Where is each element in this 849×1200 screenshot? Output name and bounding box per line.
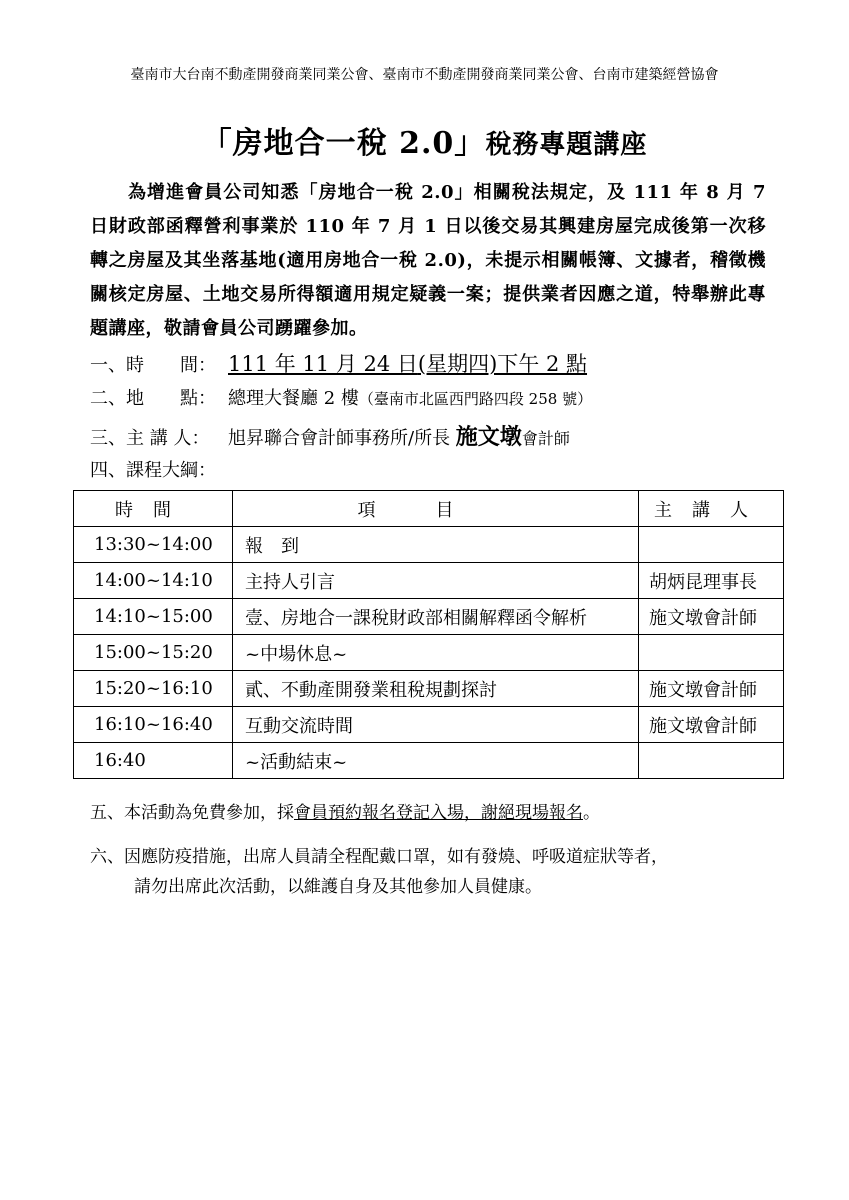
row-time: 16:40	[74, 743, 233, 779]
note-registration	[90, 798, 780, 828]
place-address: （臺南市北區西門路四段 258 號）	[358, 390, 593, 408]
title-main: 「房地合一稅 2.0」	[201, 126, 486, 161]
speaker-title: 會計師	[521, 429, 570, 448]
table-row	[74, 707, 784, 743]
table-row	[74, 563, 784, 599]
note6-line2: 請勿出席此次活動，以維護自身及其他參加人員健康。	[134, 877, 542, 897]
note-epidemic	[90, 842, 780, 902]
table-row	[74, 527, 784, 563]
speaker-label: 三、主 講 人：	[90, 428, 210, 449]
title-suffix: 稅務專題講座	[485, 130, 648, 160]
row-time: 15:20~16:10	[74, 671, 233, 707]
document-title	[0, 118, 849, 162]
intro-paragraph: 為增進會員公司知悉「房地合一稅 2.0」相關稅法規定，及 111 年 8 月 7 日財政部函釋營利事業於 110 年 7 月 1 日以後交易其興建房屋完成後第一次移轉之房屋及其坐落基地(適用房地合一稅 2.0)，未提示相關帳簿、文據者，稽徵機關核定房屋、土地交易所得額適用規定疑義一案；提供業者因應之道，特舉辦此專題講座，敬請會員公司踴躍參加。	[90, 182, 766, 339]
info-speaker	[90, 420, 570, 451]
row-item: 壹、房地合一課稅財政部相關解釋函令解析	[233, 599, 639, 635]
row-time: 15:00~15:20	[74, 635, 233, 671]
outline-label: 四、課程大綱：	[90, 460, 216, 481]
row-item: ~活動結束~	[233, 743, 639, 779]
table-row	[74, 671, 784, 707]
time-suffix: (星期四)下午 2 點	[417, 352, 588, 376]
row-item: ~中場休息~	[233, 635, 639, 671]
row-item: 互動交流時間	[233, 707, 639, 743]
time-date: 111 年 11 月 24 日	[228, 352, 418, 376]
table-row	[74, 635, 784, 671]
header-time: 時間	[74, 491, 233, 527]
table-row	[74, 599, 784, 635]
place-value: 總理大餐廳 2 樓	[228, 388, 359, 409]
note5-prefix: 五、本活動為免費參加，採	[90, 803, 294, 823]
speaker-name: 施文墩	[455, 424, 522, 450]
info-outline	[90, 456, 216, 482]
table-row	[74, 743, 784, 779]
row-speaker: 施文墩會計師	[639, 671, 784, 707]
note6-line1: 六、因應防疫措施，出席人員請全程配戴口罩，如有發燒、呼吸道症狀等者，	[90, 847, 668, 867]
row-time: 13:30~14:00	[74, 527, 233, 563]
header-item: 項目	[233, 491, 639, 527]
row-speaker	[639, 743, 784, 779]
row-speaker: 施文墩會計師	[639, 707, 784, 743]
place-label: 二、地 點：	[90, 388, 216, 409]
row-speaker	[639, 527, 784, 563]
agenda-header-row	[74, 491, 784, 527]
row-time: 14:10~15:00	[74, 599, 233, 635]
header-speaker: 主講人	[639, 491, 784, 527]
row-item: 貳、不動產開發業租稅規劃探討	[233, 671, 639, 707]
row-item: 主持人引言	[233, 563, 639, 599]
time-label: 一、時 間：	[90, 355, 216, 376]
row-speaker: 胡炳昆理事長	[639, 563, 784, 599]
row-item: 報 到	[233, 527, 639, 563]
note5-suffix: 。	[583, 803, 600, 823]
row-time: 16:10~16:40	[74, 707, 233, 743]
agenda-table	[73, 490, 784, 779]
info-time	[90, 348, 587, 378]
speaker-org: 旭昇聯合會計師事務所/所長	[228, 428, 456, 449]
note5-underlined: 會員預約報名登記入場，謝絕現場報名	[294, 803, 583, 823]
row-speaker	[639, 635, 784, 671]
info-place	[90, 384, 592, 410]
row-speaker: 施文墩會計師	[639, 599, 784, 635]
row-time: 14:00~14:10	[74, 563, 233, 599]
organizers-line: 臺南市大台南不動產開發商業同業公會、臺南市不動產開發商業同業公會、台南市建築經營協會	[130, 67, 719, 83]
